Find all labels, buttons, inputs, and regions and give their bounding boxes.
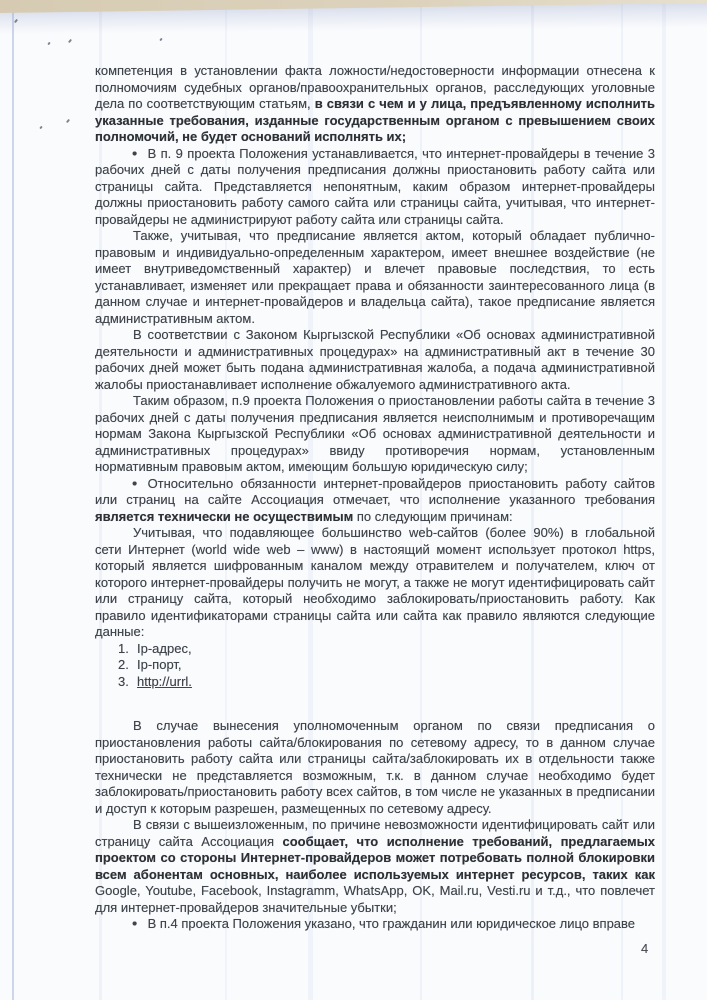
paragraph-text-bold: сообщает, что исполнение требований, предлагаемых проектом со стороны Интернет-провайдеров может потребовать полной блокировки всем абонентам основных, наиболее используемых интернет ресурсов, таких как	[95, 833, 655, 882]
list-text: Ip-адрес,	[137, 640, 192, 656]
list-item	[118, 674, 655, 691]
bullet-text: по следующим причинам:	[353, 508, 513, 524]
scan-speck	[68, 39, 72, 43]
paragraph-https	[95, 525, 655, 641]
scan-streak	[662, 0, 666, 1000]
list-number: 2.	[118, 657, 129, 672]
paragraph-conclusion	[95, 817, 655, 916]
paragraph-text: В связи с вышеизложенным, по причине невозможности идентифицировать сайт или страницу сайта Ассоциация	[95, 817, 655, 849]
list-item	[118, 641, 655, 658]
bullet-text-bold: является технически не осуществимым	[95, 508, 354, 524]
bullet-text: Относительно обязанности интернет-провайдеров приостановить работу сайтов или страниц на сайте Ассоциация отмечает, что исполнение указанного требования	[95, 475, 655, 507]
numbered-list	[95, 641, 655, 691]
paragraph-network-address	[95, 718, 655, 817]
paragraph-law-kr	[95, 327, 655, 393]
paragraph-text: компетенция в установлении факта ложности/недостоверности информации отнесена к полномочиям судебных органов/правоохранительных органов, расследующих уголовные дела по соответствующим статьям,	[95, 63, 655, 111]
paragraph-takim-obrazom	[95, 393, 655, 476]
list-text: Ip-порт,	[137, 657, 182, 672]
list-number: 1.	[118, 640, 129, 656]
paragraph-text: В соответствии с Законом Кыргызской Республики «Об основах административной деятельности и административных процедурах» на административный акт в течение 30 рабочих дней может быть подана административная жалоба, а подача административной жалобы приостанавливает исполнение обжалуемого административного акта.	[95, 327, 655, 392]
paragraph-text: Также, учитывая, что предписание является актом, который обладает публично-правовым и индивидуально-определенным характером, имеет внешнее воздействие (не имеет внутриведомственный характер) и влечет правовые последствия, то есть устанавливает, изменяет или прекращает права и обязанности заинтересованного лица (в данном случае и интернет-провайдеров и владельца сайта), такое предписание является административным актом.	[95, 228, 655, 326]
bullet-text: В п. 9 проекта Положения устанавливается, что интернет-провайдеры в течение 3 рабочих дней с даты получения предписания должны приостановить работу сайта или страницы сайта. Представляется непонятным, каким образом интернет-провайдеры должны приостановить работу самого сайта или страницы сайта, учитывая, что интернет-провайдеры не администрируют работу сайта или страницы сайта.	[95, 145, 655, 227]
scan-speck	[66, 119, 70, 123]
bullet-item-providers	[95, 476, 655, 526]
scan-speck	[159, 38, 162, 42]
list-item	[118, 657, 655, 674]
scan-speck	[47, 42, 50, 46]
bullet-icon: •	[132, 144, 138, 162]
page-number: 4	[641, 941, 649, 956]
bullet-icon: •	[132, 914, 138, 933]
paragraph-competence	[95, 63, 655, 146]
paragraph-text: Google, Youtube, Facebook, Instagramm, WhatsApp, OK, Mail.ru, Vesti.ru и т.д., что повлечет для интернет-провайдеров значительные убытки;	[95, 883, 655, 915]
paragraph-text: В случае вынесения уполномоченным органом по связи предписания о приостановления работы сайта/блокирования по сетевому адресу, то в данном случае приостановить работу сайта или страницы сайта/заблокировать их в отдельности также технически не представляется возможным, т.к. в данном случае необходимо будет заблокировать/приостановить работу всех сайтов, в том числе не указанных в предписании и доступ к которым разрешен, размещенных по сетевому адресу.	[95, 718, 655, 816]
paragraph-predpisanie-act	[95, 228, 655, 327]
bullet-text: В п.4 проекта Положения указано, что гражданин или юридическое лицо вправе	[147, 916, 636, 931]
list-number: 3.	[118, 673, 129, 689]
url-text: http://urrl.	[137, 673, 192, 689]
scan-streak	[12, 0, 14, 1000]
paragraph-text: Таким образом, п.9 проекта Положения о приостановлении работы сайта в течение 3 рабочих дней с даты получения предписания является неисполнимым и противоречащим нормам Закона Кыргызской Республики «Об основах административной деятельности и административных процедурах» ввиду противоречия нормам, установленным нормативным правовым актом, имеющим большую юридическую силу;	[95, 393, 655, 474]
bullet-item-p4	[95, 916, 655, 933]
bullet-item-p9	[95, 146, 655, 229]
scan-speck	[39, 126, 42, 130]
document-body	[95, 63, 655, 933]
bullet-icon: •	[132, 474, 138, 492]
paragraph-text: Учитывая, что подавляющее большинство web-сайтов (более 90%) в глобальной сети Интернет (world wide web – www) в настоящий момент использует протокол https, который является шифрованным каналом между отравителем и получателем, ключ от которого интернет-провайдеры получить не могут, а также не могут идентифицировать сайт или страницу сайта, который необходимо заблокировать/приостановить работу. Как правило идентификаторами страницы сайта или сайта как правило являются следующие данные:	[95, 525, 655, 639]
paragraph-text-bold: в связи с чем и у лица, предъявленному исполнить указанные требования, изданные государственным органом с превышением своих полномочий, не будет оснований исполнять их;	[95, 96, 655, 144]
